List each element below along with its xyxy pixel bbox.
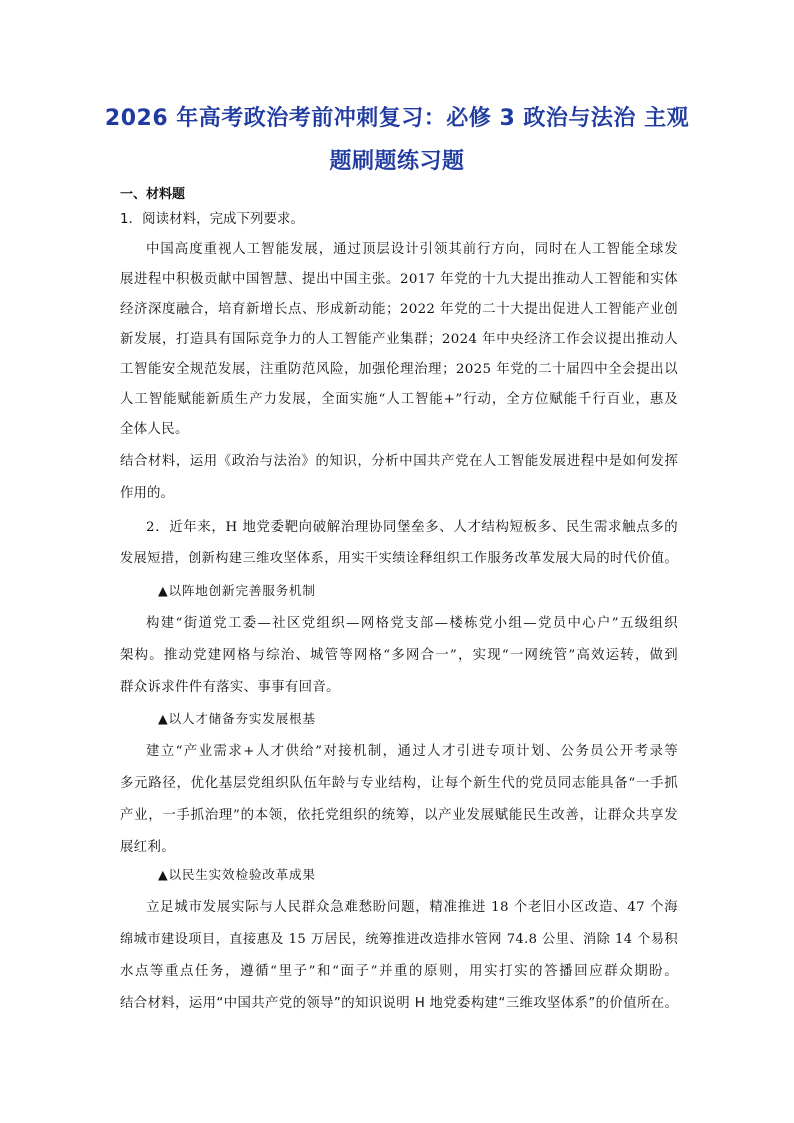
q2-point-text: 架构。推动党建网格与综治、城管等网格“多网合一”，实现“一网统管”高效运转，做到: [120, 648, 678, 663]
q1-material-line: 全体人民。: [120, 422, 189, 437]
q2-point-heading: ▲以阵地创新完善服务机制: [158, 583, 316, 598]
q2-point-text: 多元路径，优化基层党组织队伍年龄与专业结构，让每个新生代的党员同志能具备“一手抓: [120, 776, 678, 791]
q2-point-text: 产业，一手抓治理”的本领，依托党组织的统筹，以产业发展赋能民生改善，让群众共享发: [120, 808, 678, 823]
q1-material-line: 工智能安全规范发展，注重防范风险，加强伦理治理；2025 年党的二十届四中全会提出以: [120, 362, 678, 377]
q2-point-text: 立足城市发展实际与人民群众急难愁盼问题，精准推进 18 个老旧小区改造、47 个海: [146, 900, 678, 915]
q2-point-heading: ▲以民生实效检验改革成果: [158, 867, 316, 882]
document-title-line-2: 题刷题练习题: [329, 149, 465, 174]
q2-question: 结合材料，运用“中国共产党的领导”的知识说明 H 地党委构建“三维攻坚体系”的价值所在。: [120, 996, 678, 1011]
q1-question-line: 结合材料，运用《政治与法治》的知识，分析中国共产党在人工智能发展进程中是如何发挥: [120, 454, 678, 469]
q1-material-line: 新发展，打造具有国际竞争力的人工智能产业集群；2024 年中央经济工作会议提出推动人: [120, 332, 678, 347]
q2-point-text: 水点等重点任务，遵循“里子”和“面子”并重的原则，用实打实的答播回应群众期盼。: [120, 964, 678, 979]
q1-material-line: 经济深度融合，培育新增长点、形成新动能；2022 年党的二十大提出促进人工智能产业创: [120, 302, 678, 317]
q1-material-line: 展进程中积极贡献中国智慧、提出中国主张。2017 年党的十九大提出推动人工智能和实体: [120, 272, 678, 287]
q1-material-line: 人工智能赋能新质生产力发展，全面实施“人工智能+”行动，全方位赋能千行百业，惠及: [120, 392, 678, 407]
document-title-line-1: 2026 年高考政治考前冲刺复习：必修 3 政治与法治 主观: [104, 106, 690, 131]
q2-point-text: 构建“街道党工委—社区党组织—网格党支部—楼栋党小组—党员中心户”五级组织: [146, 616, 678, 631]
q2-point-text: 建立“产业需求+人才供给”对接机制，通过人才引进专项计划、公务员公开考录等: [146, 744, 678, 759]
q2-point-text: 展红利。: [120, 840, 175, 855]
q2-point-text: 群众诉求件件有落实、事事有回音。: [120, 680, 340, 695]
q2-point-heading: ▲以人才储备夯实发展根基: [158, 711, 316, 726]
q2-intro-line: 2．近年来，H 地党委靶向破解治理协同堡垒多、人才结构短板多、民生需求触点多的: [146, 520, 678, 535]
q1-prompt: 1．阅读材料，完成下列要求。: [120, 212, 304, 227]
q2-point-text: 绵城市建设项目，直接惠及 15 万居民，统筹推进改造排水管网 74.8 公里、消除 14 个易积: [120, 932, 678, 947]
q2-intro-line: 发展短措，创新构建三维攻坚体系，用实干实绩诠释组织工作服务改革发展大局的时代价值。: [120, 551, 678, 566]
q1-question-line: 作用的。: [120, 486, 174, 501]
section-heading: 一、材料题: [120, 187, 186, 202]
q1-material-line: 中国高度重视人工智能发展，通过顶层设计引领其前行方向，同时在人工智能全球发: [146, 242, 678, 257]
